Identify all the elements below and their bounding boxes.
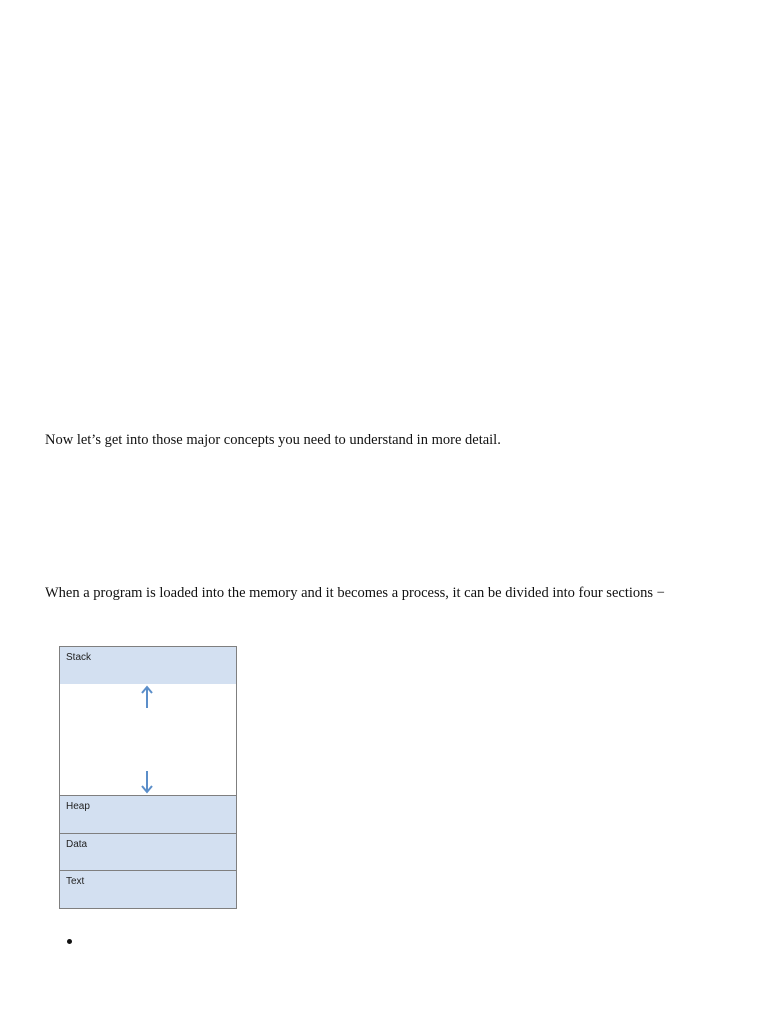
heap-segment [59,795,237,834]
sections-lead-paragraph: When a program is loaded into the memory and it becomes a process, it can be divided into four sections − [45,585,665,601]
stack-label: Stack [66,652,92,663]
data-label: Data [66,839,88,850]
list-item-bullet [67,939,72,944]
heap-label: Heap [66,801,90,812]
intro-paragraph: Now let’s get into those major concepts you need to understand in more detail. [45,432,501,448]
data-segment [59,833,237,871]
text-label: Text [66,876,85,887]
text-segment [59,870,237,909]
process-memory-diagram [59,646,237,909]
stack-segment [59,646,237,685]
arrow-up-icon [139,684,155,710]
arrow-down-icon [139,769,155,795]
